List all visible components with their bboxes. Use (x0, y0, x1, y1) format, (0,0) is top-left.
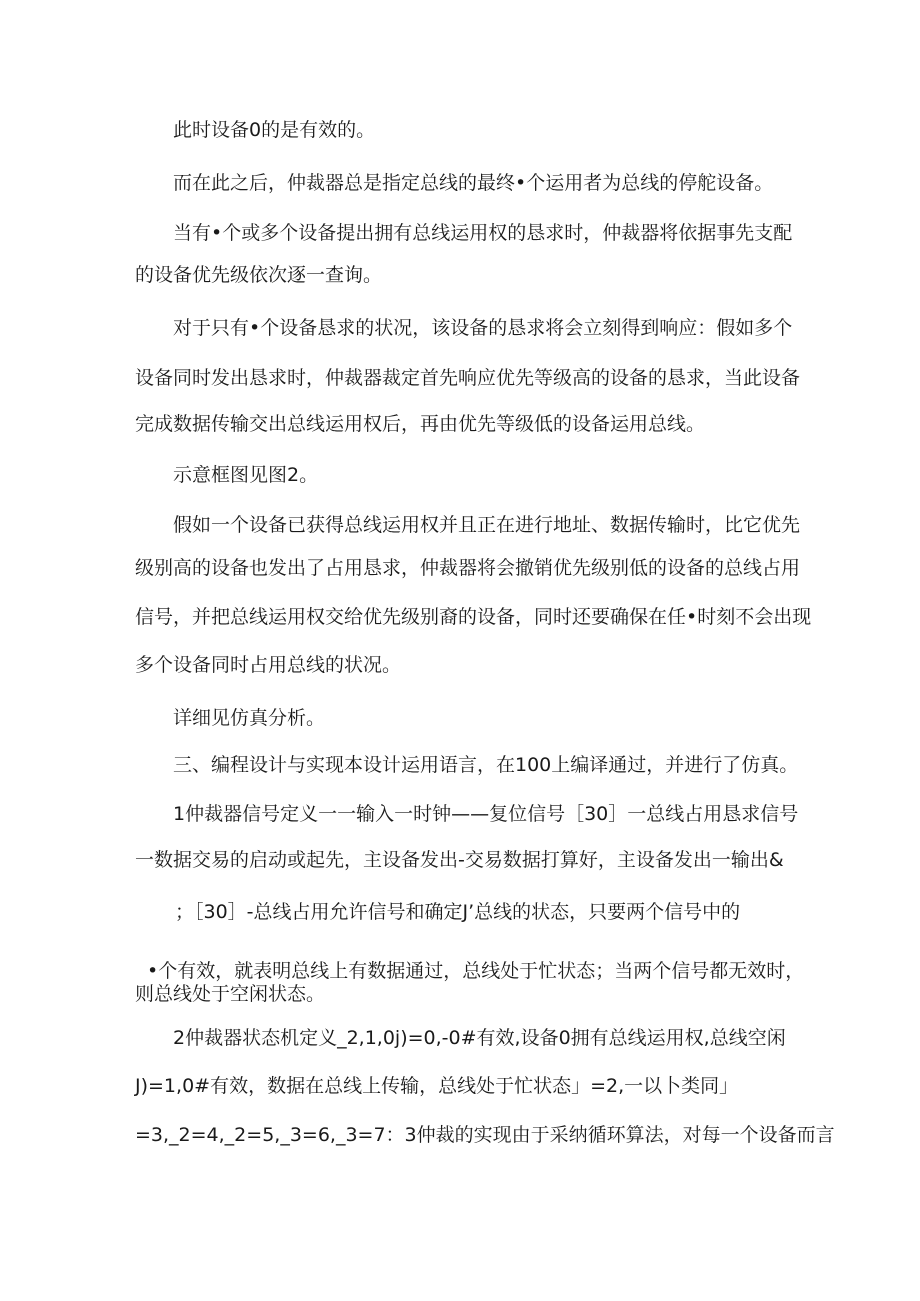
text-line: 多个设备同时占用总线的状况。 (135, 654, 402, 676)
text-line: 详细见仿真分析。 (173, 707, 326, 729)
text-line: J)=1,0#有效，数据在总线上传输，总线处于忙状态」=2,一以卜类同」 (135, 1075, 739, 1097)
text-line: 则总线处于空闲状态。 (135, 983, 326, 1005)
text-line: 示意框图见图2。 (173, 464, 319, 486)
text-line: ；［30］-总线占用允许信号和确定J’总线的状态，只要两个信号中的 (175, 901, 741, 923)
text-line: 1仲裁器信号定义一一输入一时钟——复位信号［30］一总线占用恳求信号 (173, 803, 799, 825)
text-line: 当有•个或多个设备提出拥有总线运用权的恳求时，仲裁器将依据事先支配 (173, 222, 793, 244)
text-line: 假如一个设备已获得总线运用权并且正在进行地址、数据传输时，比它优先 (173, 514, 801, 536)
text-line: 设备同时发出恳求时，仲裁器裁定首先响应优先等级高的设备的恳求，当此设备 (135, 367, 801, 389)
text-line: 三、编程设计与实现本设计运用语言，在100上编译通过，并进行了仿真。 (173, 754, 799, 776)
text-line: 对于只有•个设备恳求的状况，该设备的恳求将会立刻得到响应：假如多个 (173, 317, 793, 339)
text-line: 信号，并把总线运用权交给优先级别裔的设备，同时还要确保在任•时刻不会出现 (135, 606, 812, 628)
text-line: 而在此之后，仲裁器总是指定总线的最终•个运用者为总线的停舵设备。 (173, 172, 774, 194)
text-line: •个有效，就表明总线上有数据通过，总线处于忙状态；当两个信号都无效时， (147, 960, 805, 982)
text-line: 完成数据传输交出总线运用权后，再由优先等级低的设备运用总线。 (135, 413, 706, 435)
text-line: 级别高的设备也发出了占用恳求，仲裁器将会撤销优先级别低的设备的总线占用 (135, 557, 801, 579)
text-line: 一数据交易的启动或起先，主设备发出-交易数据打算好，主设备发出一输出& (135, 849, 784, 871)
text-line: 的设备优先级依次逐一查询。 (135, 264, 383, 286)
text-line: =3,_2=4,_2=5,_3=6,_3=7：3仲裁的实现由于采纳循环算法，对每一个设备而言 (135, 1124, 835, 1146)
text-line: 2仲裁器状态机定义_2,1,0j)=0,-0#有效,设备0拥有总线运用权,总线空闲 (173, 1027, 786, 1049)
text-line: 此时设备0的是有效的。 (173, 119, 376, 141)
